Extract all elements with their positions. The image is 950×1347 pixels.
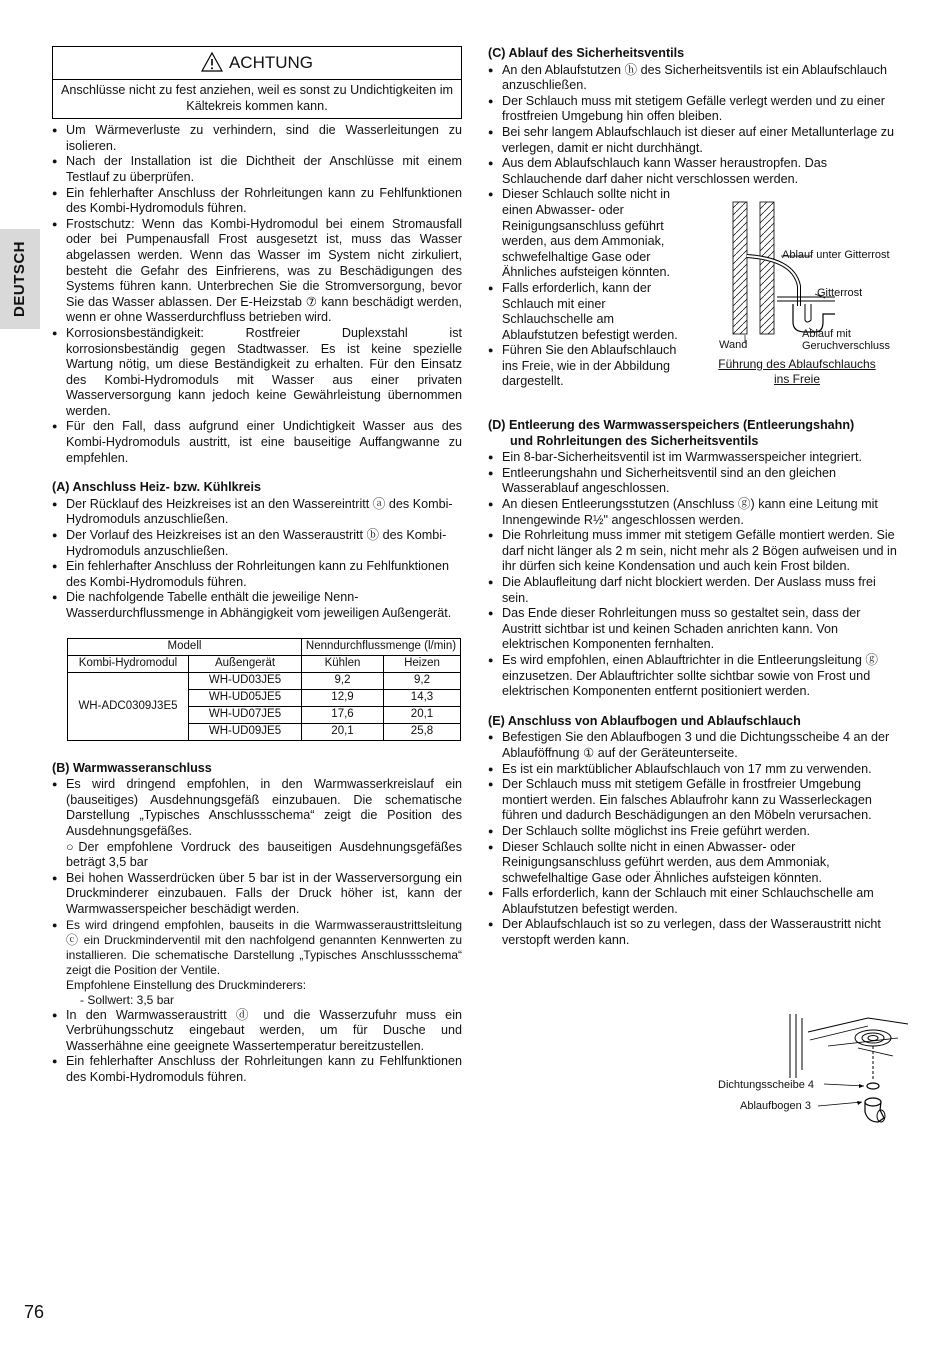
list-item: ● Falls erforderlich, kann der Schlauch mit einer Schlauchschelle am Ablaufstutzen befestigt werden. (488, 886, 900, 917)
list-item: ● In den Warmwasseraustritt ⓓ und die Wasserzufuhr muss ein Verbrühungsschutz eingebaut werden, um für Dusche und Wasserhähne eine geeignete Wassertemperatur bereitzustellen. (52, 1008, 462, 1055)
table-header-kuehlen: Kühlen (302, 655, 384, 672)
section-b-list (52, 777, 462, 1085)
table-row (68, 672, 461, 689)
language-tab (0, 229, 40, 329)
figure-label-gasket: Dichtungsscheibe 4 (718, 1079, 815, 1091)
list-item: ● Es ist ein marktüblicher Ablaufschlauch von 17 mm zu verwenden. (488, 762, 900, 778)
section-c-narrow-list (488, 187, 693, 390)
list-item: ● Ein 8-bar-Sicherheitsventil ist im Warmwasserspeicher integriert. (488, 450, 900, 466)
sub-item (66, 840, 462, 871)
figure-label-trap: Ablauf mit Geruchverschluss (802, 328, 891, 352)
table-cell: WH-UD03JE5 (189, 672, 302, 689)
figure-label-grate: Gitterrost (817, 287, 863, 299)
table-cell: 25,8 (384, 723, 461, 740)
table-cell: 12,9 (302, 689, 384, 706)
list-item: ● Ein fehlerhafter Anschluss der Rohrleitungen kann zu Fehlfunktionen des Kombi-Hydromoduls führen. (52, 186, 462, 217)
left-column (52, 46, 462, 1086)
section-c-list (488, 63, 900, 188)
list-item: ● Das Ende dieser Rohrleitungen muss so gestaltet sein, dass der Austritt sichtbar ist und keinen Schaden anrichten kann. Von elektrischen Komponenten fernhalten. (488, 606, 900, 653)
list-item: ● Der Rücklauf des Heizkreises ist an den Wassereintritt ⓐ des Kombi-Hydromoduls anzuschließen. (52, 497, 462, 528)
list-item: ● Es wird empfohlen, einen Ablauftrichter in die Entleerungsleitung ⓖ einzusetzen. Der Ablauftrichter sollte sichtbar sowie von Frost und elektrischen Komponenten entfernt positioniert werden. (488, 653, 900, 700)
table-cell-kombi-model: WH-ADC0309J3E5 (68, 672, 189, 740)
warning-title (53, 47, 461, 80)
list-item: ● Der Schlauch sollte möglichst ins Freie geführt werden. (488, 824, 900, 840)
table-cell: 20,1 (384, 706, 461, 723)
section-a-heading: (A) Anschluss Heiz- bzw. Kühlkreis (52, 480, 261, 495)
table-header-modell: Modell (68, 638, 302, 655)
section-d-list (488, 450, 900, 700)
list-item: ● An den Ablaufstutzen ⓗ des Sicherheitsventils ist ein Ablaufschlauch anzuschließen. (488, 63, 900, 94)
figure-label-elbow: Ablaufbogen 3 (740, 1100, 811, 1112)
list-item: ● Frostschutz: Wenn das Kombi-Hydromodul bei einem Stromausfall oder bei Pumpenausfall Frost ausgesetzt ist, muss das Wasser abgelassen werden. Wenn das Wasser im System nicht zirkuliert, besteht die Gefahr des Einfrierens, was zu Beschädigungen des Systems führen kann. Unterbrechen Sie die Stromversorgung, bevor Sie das Wasser ablassen. Der E-Heizstab ⑦ kann beschädigt werden, wenn er ohne Wasserdurchfluss betrieben wird. (52, 217, 462, 326)
setting-label: Empfohlene Einstellung des Druckminderers: (66, 977, 307, 992)
open-circle-icon: ○ (66, 839, 79, 854)
list-item: ● Um Wärmeverluste zu verhindern, sind die Wasserleitungen zu isolieren. (52, 123, 462, 154)
list-item: ● Entleerungshahn und Sicherheitsventil sind an den gleichen Wasserablauf angeschlossen. (488, 466, 900, 497)
table-cell: WH-UD07JE5 (189, 706, 302, 723)
section-a-list (52, 497, 462, 622)
list-item: ● Die Rohrleitung muss immer mit stetigem Gefälle montiert werden. Sie darf nicht länger als 2 m sein, nicht mehr als 2 Bögen aufweisen und in ihr dürfen sich keine Kondensation und auch kein Frost bilden. (488, 528, 900, 575)
sub-item-text: Der empfohlene Vordruck des bauseitigen Ausdehnungsgefäßes beträgt 3,5 bar (66, 839, 462, 870)
list-item: ● Dieser Schlauch sollte nicht in einen Abwasser- oder Reinigungsanschluss geführt werden, aus dem Ammoniak, schwefelhaltige Gase oder Ähnliches aufsteigen könnten. (488, 187, 693, 281)
list-item: ● Der Vorlauf des Heizkreises ist an den Wasseraustritt ⓑ des Kombi-Hydromoduls anzuschließen. (52, 528, 462, 559)
flow-rate-table (67, 638, 461, 741)
section-d-heading-line2: und Rohrleitungen des Sicherheitsventils (510, 433, 759, 448)
list-item: ● Aus dem Ablaufschlauch kann Wasser heraustropfen. Das Schlauchende darf daher nicht verschlossen werden. (488, 156, 900, 187)
table-cell: WH-UD09JE5 (189, 723, 302, 740)
list-item: ● Der Schlauch muss mit stetigem Gefälle verlegt werden und zu einer frostfreien Umgebung hin offen bleiben. (488, 94, 900, 125)
language-tab-label: DEUTSCH (11, 240, 29, 318)
list-item: ● Bei sehr langem Ablaufschlauch ist dieser auf einer Metallunterlage zu verlegen, damit er nicht durchhängt. (488, 125, 900, 156)
list-item: ● Der Ablaufschlauch ist so zu verlegen, dass der Wasseraustritt nicht verstopft werden kann. (488, 917, 900, 948)
warning-title-text: ACHTUNG (228, 53, 314, 72)
section-e-heading: (E) Anschluss von Ablaufbogen und Ablaufschlauch (488, 713, 801, 728)
table-header-aussen: Außengerät (189, 655, 302, 672)
drain-elbow-illustration (718, 1010, 908, 1135)
figure-label-outlet: Ablauf unter Gitterrost (782, 249, 890, 261)
figure-caption: Führung des Ablaufschlauchs ins Freie (718, 357, 876, 386)
page-number: 76 (24, 1302, 45, 1322)
list-item: ● Der Schlauch muss mit stetigem Gefälle in frostfreier Umgebung montiert werden. Ein falsches Ablaufrohr kann zu Wasserleckagen führen und dadurch Beschädigungen an den Möbeln verursachen. (488, 777, 900, 824)
list-item: ● Dieser Schlauch sollte nicht in einen Abwasser- oder Reinigungsanschluss geführt werden, aus dem Ammoniak, schwefelhaltige Gase oder Ähnliches aufsteigen könnten. (488, 840, 900, 887)
list-item: ● Die nachfolgende Tabelle enthält die jeweilige Nenn-Wasserdurchflussmenge in Abhängigkeit vom jeweiligen Außengerät. (52, 590, 462, 621)
list-item: ● Falls erforderlich, kann der Schlauch mit einer Schlauchschelle am Ablaufstutzen befestigt werden. (488, 281, 693, 343)
warning-box (52, 46, 462, 119)
table-cell: 14,3 (384, 689, 461, 706)
list-item: ● Führen Sie den Ablaufschlauch ins Freie, wie in der Abbildung dargestellt. (488, 343, 693, 390)
list-item: ● Befestigen Sie den Ablaufbogen 3 und die Dichtungsscheibe 4 an der Ablauföffnung ① auf der Geräteunterseite. (488, 730, 900, 761)
table-cell: WH-UD05JE5 (189, 689, 302, 706)
table-cell: 17,6 (302, 706, 384, 723)
table-cell: 9,2 (302, 672, 384, 689)
right-column (488, 46, 900, 949)
list-item: ● Die Ablaufleitung darf nicht blockiert werden. Der Auslass muss frei sein. (488, 575, 900, 606)
figure-label-wall: Wand (719, 339, 748, 351)
table-header-flow: Nenndurchflussmenge (l/min) (302, 638, 461, 655)
table-cell: 9,2 (384, 672, 461, 689)
table-header-heizen: Heizen (384, 655, 461, 672)
section-d-heading-line1: (D) Entleerung des Warmwasserspeichers (Entleerungshahn) (488, 418, 855, 433)
list-item (52, 918, 462, 1008)
warning-text: Anschlüsse nicht zu fest anziehen, weil es sonst zu Undichtigkeiten im Kältekreis kommen kann. (60, 83, 453, 113)
section-d-heading (488, 418, 900, 449)
section-c-heading: (C) Ablauf des Sicherheitsventils (488, 46, 685, 60)
list-item: ● An diesen Entleerungsstutzen (Anschluss ⓖ) kann eine Leitung mit Innengewinde R½" angeschlossen werden. (488, 497, 900, 528)
drain-hose-figure (715, 198, 905, 388)
table-header-kombi: Kombi-Hydromodul (68, 655, 189, 672)
list-item-text: Es wird dringend empfohlen, bauseits in die Warmwasseraustrittsleitung ⓒ ein Druckminderventil mit den nachfolgend genannten Kennwerten zu installieren. Die schematische Darstellung „Typisches Anschlussschema“ zeigt die Position der Ventile. (66, 917, 462, 977)
list-item: ● Bei hohen Wasserdrücken über 5 bar ist in der Wasserversorgung ein Druckminderer einzubauen. Falls der Druck höher ist, kann der Warmwasserspeicher beschädigt werden. (52, 871, 462, 918)
setting-value: - Sollwert: 3,5 bar (80, 992, 175, 1007)
list-item (52, 777, 462, 871)
table-cell: 20,1 (302, 723, 384, 740)
warning-triangle-icon (201, 52, 223, 72)
section-e-list (488, 730, 900, 948)
list-item: ● Ein fehlerhafter Anschluss der Rohrleitungen kann zu Fehlfunktionen des Kombi-Hydromoduls führen. (52, 1054, 462, 1085)
drain-elbow-figure (718, 1010, 908, 1135)
section-b-heading: (B) Warmwasseranschluss (52, 760, 212, 775)
general-notes-list (52, 123, 462, 466)
list-item: ● Nach der Installation ist die Dichtheit der Anschlüsse mit einem Testlauf zu überprüfen. (52, 154, 462, 185)
list-item: ● Korrosionsbeständigkeit: Rostfreier Duplexstahl ist korrosionsbeständig gegen Stadtwasser. Es ist keine spezielle Wartung nötig, um diese Beständigkeit zu erhalten. Für den Einsatz des Kombi-Hydromoduls mit Wasser aus einer privaten Wasserversorgung kann jedoch keine Gewährleistung übernommen werden. (52, 326, 462, 420)
list-item: ● Ein fehlerhafter Anschluss der Rohrleitungen kann zu Fehlfunktionen des Kombi-Hydromoduls führen. (52, 559, 462, 590)
list-item-text: Es wird dringend empfohlen, in den Warmwasserkreislauf ein (bauseitiges) Ausdehnungsgefäß einzubauen. Die schematische Darstellung „Typisches Anschlussschema“ zeigt die Position des Ausdehnungsgefäßes. (66, 777, 462, 838)
list-item: ● Für den Fall, dass aufgrund einer Undichtigkeit Wasser aus des Kombi-Hydromoduls austritt, ist eine bauseitige Auffangwanne zu empfehlen. (52, 419, 462, 466)
